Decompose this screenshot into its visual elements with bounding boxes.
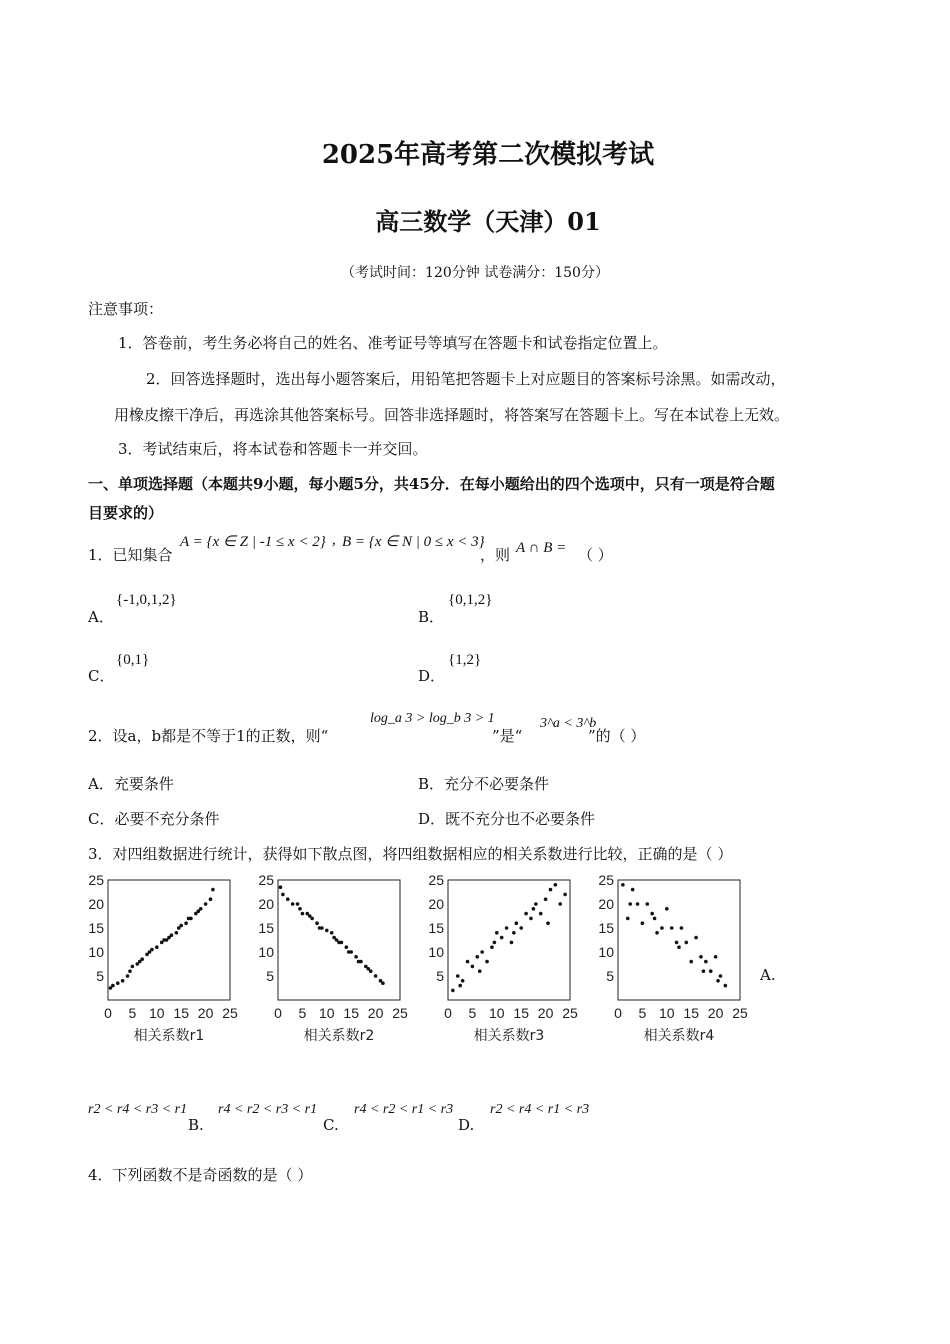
q3-option-b-label[interactable]: B. [188, 1116, 204, 1134]
q1-option-b-label[interactable]: B． [418, 608, 445, 626]
y-tick-label: 15 [598, 920, 614, 936]
q1-option-c-value: {0,1} [116, 652, 150, 668]
data-point [532, 907, 536, 911]
q2-option-a-label: A． [88, 775, 114, 793]
data-point [724, 984, 728, 988]
data-point [524, 912, 528, 916]
data-point [291, 902, 295, 906]
q1-paren: （ ） [578, 546, 613, 564]
data-point [155, 945, 159, 949]
plot-frame [448, 880, 570, 1000]
data-point [204, 902, 208, 906]
data-point [296, 902, 300, 906]
q2-option-a-value: 充要条件 [113, 775, 174, 793]
data-point [689, 960, 693, 964]
data-point [714, 955, 718, 959]
data-point [485, 960, 489, 964]
q1-suffix: ，则 [480, 546, 511, 564]
data-point [539, 912, 543, 916]
data-point [179, 924, 183, 928]
y-tick-label: 20 [598, 896, 614, 912]
data-point [126, 974, 130, 978]
data-point [199, 907, 203, 911]
data-point [490, 945, 494, 949]
y-tick-label: 20 [428, 896, 444, 912]
y-tick-label: 25 [88, 872, 104, 888]
data-point [345, 945, 349, 949]
data-point [631, 888, 635, 892]
q3-stem: 3．对四组数据进行统计，获得如下散点图，将四组数据相应的相关系数进行比较，正确的是（ ） [88, 845, 733, 863]
data-point [330, 931, 334, 935]
x-tick-label: 20 [197, 1005, 214, 1021]
data-point [563, 893, 567, 897]
note-item-2: 2．回答选择题时，选出每小题答案后，用铅笔把答题卡上对应题目的答案标号涂黑。如需改动， [146, 370, 786, 388]
data-point [653, 917, 657, 921]
data-point [359, 960, 363, 964]
data-point [471, 965, 475, 969]
data-point [131, 965, 135, 969]
data-point [325, 929, 329, 933]
data-point [665, 907, 669, 911]
data-point [680, 926, 684, 930]
q4-stem: 4．下列函数不是奇函数的是（ ） [88, 1166, 313, 1184]
q1-option-d-value: {1,2} [448, 652, 482, 668]
q1-option-c-label[interactable]: C． [88, 667, 115, 685]
data-point [702, 969, 706, 973]
data-point [320, 926, 324, 930]
x-axis-label: 相关系数r4 [643, 1028, 715, 1044]
data-point [512, 931, 516, 935]
data-point [310, 917, 314, 921]
data-point [354, 955, 358, 959]
q2-option-c-value: 必要不充分条件 [114, 810, 220, 828]
x-tick-label: 5 [128, 1005, 137, 1021]
q2-option-a[interactable] [88, 773, 174, 794]
q2-option-b-value: 充分不必要条件 [444, 775, 550, 793]
data-point [480, 950, 484, 954]
y-tick-label: 15 [88, 920, 104, 936]
q3-option-a-value: r2 < r4 < r3 < r1 [88, 1102, 188, 1117]
data-point [279, 885, 283, 889]
data-point [685, 941, 689, 945]
data-point [381, 981, 385, 985]
q1-comma: , [332, 532, 336, 548]
data-point [636, 902, 640, 906]
data-point [500, 936, 504, 940]
data-point [211, 888, 215, 892]
x-tick-label: 10 [319, 1005, 335, 1021]
data-point [281, 893, 285, 897]
x-tick-label: 10 [659, 1005, 675, 1021]
data-point [534, 902, 538, 906]
x-tick-label: 15 [173, 1005, 189, 1021]
x-axis-label: 相关系数r1 [133, 1028, 205, 1044]
y-tick-label: 25 [258, 872, 274, 888]
data-point [505, 926, 509, 930]
x-tick-label: 10 [149, 1005, 165, 1021]
data-point [140, 957, 144, 961]
q3-option-c-value: r4 < r2 < r1 < r3 [354, 1102, 454, 1117]
x-axis-label: 相关系数r3 [473, 1028, 545, 1044]
data-point [111, 984, 115, 988]
data-point [116, 981, 120, 985]
q2-option-c-label: C． [88, 810, 115, 828]
q2-option-c[interactable] [88, 808, 220, 829]
q2-prefix: 2．设a，b都是不等于1的正数，则“ [88, 727, 329, 745]
data-point [128, 969, 132, 973]
q1-set-b: B = {x ∈ N | 0 ≤ x < 3} [342, 534, 485, 550]
q1-option-a-label[interactable]: A． [88, 608, 114, 626]
y-tick-label: 5 [266, 968, 274, 984]
data-point [456, 974, 460, 978]
x-tick-label: 5 [638, 1005, 647, 1021]
data-point [286, 897, 290, 901]
data-point [544, 897, 548, 901]
plot-frame [618, 880, 740, 1000]
y-tick-label: 20 [258, 896, 274, 912]
x-tick-label: 15 [513, 1005, 529, 1021]
data-point [675, 941, 679, 945]
data-point [175, 931, 179, 935]
data-point [554, 883, 558, 887]
data-point [451, 989, 455, 993]
y-tick-label: 10 [88, 944, 104, 960]
section-heading: 一、单项选择题（本题共9小题，每小题5分，共45分．在每小题给出的四个选项中，只有一项是符合题 [88, 475, 775, 493]
x-tick-label: 20 [367, 1005, 384, 1021]
data-point [628, 902, 632, 906]
y-tick-label: 10 [428, 944, 444, 960]
data-point [641, 921, 645, 925]
data-point [121, 979, 125, 983]
data-point [626, 917, 630, 921]
data-point [650, 912, 654, 916]
q3-option-b-value: r4 < r2 < r3 < r1 [218, 1102, 318, 1117]
q2-option-d-label: D． [418, 810, 446, 828]
q2-cond2: 3^a < 3^b [540, 716, 597, 731]
data-point [301, 912, 305, 916]
data-point [340, 941, 344, 945]
data-point [549, 888, 553, 892]
q1-set-a: A = {x ∈ Z | -1 ≤ x < 2} [180, 534, 326, 550]
notes-heading: 注意事项： [88, 300, 164, 318]
data-point [510, 941, 514, 945]
data-point [475, 955, 479, 959]
data-point [529, 917, 533, 921]
data-point [150, 948, 154, 952]
data-point [189, 917, 193, 921]
x-tick-label: 20 [707, 1005, 724, 1021]
note-item-3: 3．考试结束后，将本试卷和答题卡一并交回。 [118, 440, 428, 458]
x-axis-label: 相关系数r2 [303, 1028, 375, 1044]
scatter-chart-r4 [594, 872, 754, 1050]
data-point [699, 955, 703, 959]
x-tick-label: 25 [222, 1005, 238, 1021]
q3-option-d-label[interactable]: D. [458, 1116, 475, 1134]
q2-option-d-value: 既不充分也不必要条件 [445, 810, 596, 828]
q1-ask: A ∩ B = [516, 540, 567, 556]
data-point [677, 945, 681, 949]
data-point [515, 921, 519, 925]
data-point [670, 926, 674, 930]
y-tick-label: 5 [606, 968, 614, 984]
data-point [349, 950, 353, 954]
q1-option-b-value: {0,1,2} [448, 592, 493, 608]
scatter-chart-r2 [254, 872, 414, 1050]
data-point [704, 960, 708, 964]
data-point [694, 936, 698, 940]
section-heading-cont: 目要求的） [88, 504, 164, 522]
q3-option-a-label[interactable]: A. [760, 966, 776, 984]
y-tick-label: 15 [428, 920, 444, 936]
x-tick-label: 0 [104, 1005, 112, 1021]
data-point [621, 883, 625, 887]
q2-option-d[interactable] [418, 808, 595, 829]
q2-option-b-label: B． [418, 775, 445, 793]
y-tick-label: 25 [428, 872, 444, 888]
q2-suffix: ”的（ ） [588, 727, 646, 745]
data-point [493, 941, 497, 945]
data-point [546, 921, 550, 925]
data-point [374, 974, 378, 978]
q3-option-d-value: r2 < r4 < r1 < r3 [490, 1102, 590, 1117]
x-tick-label: 15 [343, 1005, 359, 1021]
q2-cond1: log_a 3 > log_b 3 > 1 [370, 711, 495, 726]
x-tick-label: 0 [444, 1005, 452, 1021]
x-tick-label: 25 [732, 1005, 748, 1021]
data-point [645, 902, 649, 906]
y-tick-label: 10 [598, 944, 614, 960]
data-point [478, 969, 482, 973]
q2-mid: ”是“ [492, 727, 523, 745]
data-point [519, 926, 523, 930]
data-point [461, 979, 465, 983]
q1-option-d-label[interactable]: D． [418, 667, 446, 685]
x-tick-label: 20 [537, 1005, 554, 1021]
data-point [184, 921, 188, 925]
note-item-1: 1．答卷前，考生务必将自己的姓名、准考证号等填写在答题卡和试卷指定位置上。 [118, 334, 668, 352]
data-point [660, 926, 664, 930]
data-point [315, 921, 319, 925]
q3-option-c-label[interactable]: C. [323, 1116, 339, 1134]
data-point [369, 969, 373, 973]
data-point [709, 969, 713, 973]
y-tick-label: 5 [96, 968, 104, 984]
data-point [655, 931, 659, 935]
page-title: 2025年高考第二次模拟考试 [321, 140, 655, 170]
y-tick-label: 10 [258, 944, 274, 960]
y-tick-label: 25 [598, 872, 614, 888]
q1-prefix: 1．已知集合 [88, 546, 173, 564]
data-point [466, 960, 470, 964]
page-subtitle: 高三数学（天津）01 [375, 207, 601, 236]
data-point [458, 984, 462, 988]
scatter-chart-r1 [84, 872, 244, 1050]
y-tick-label: 20 [88, 896, 104, 912]
x-tick-label: 5 [298, 1005, 307, 1021]
x-tick-label: 0 [274, 1005, 282, 1021]
data-point [719, 974, 723, 978]
q2-option-b[interactable] [418, 773, 549, 794]
x-tick-label: 15 [683, 1005, 699, 1021]
note-item-2-cont: 用橡皮擦干净后，再选涂其他答案标号。回答非选择题时，将答案写在答题卡上。写在本试卷上无效。 [114, 406, 790, 424]
q1-option-a-value: {-1,0,1,2} [116, 592, 177, 608]
x-tick-label: 25 [562, 1005, 578, 1021]
data-point [558, 902, 562, 906]
x-tick-label: 5 [468, 1005, 477, 1021]
data-point [298, 907, 302, 911]
x-tick-label: 10 [489, 1005, 505, 1021]
data-point [716, 979, 720, 983]
exam-info: （考试时间：120分钟 试卷满分：150分） [341, 265, 609, 281]
scatter-chart-r3 [424, 872, 584, 1050]
y-tick-label: 5 [436, 968, 444, 984]
data-point [495, 931, 499, 935]
data-point [209, 897, 213, 901]
y-tick-label: 15 [258, 920, 274, 936]
x-tick-label: 25 [392, 1005, 408, 1021]
data-point [170, 933, 174, 937]
x-tick-label: 0 [614, 1005, 622, 1021]
